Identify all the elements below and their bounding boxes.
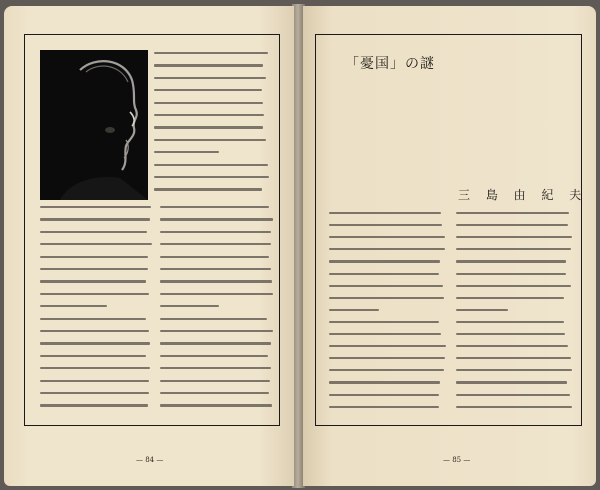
text-line — [456, 394, 570, 396]
text-line — [154, 64, 263, 66]
text-line — [160, 206, 269, 208]
text-line — [40, 342, 150, 344]
text-line — [154, 52, 268, 54]
portrait-photo-image — [40, 50, 148, 200]
text-line — [40, 330, 149, 332]
text-line — [329, 406, 439, 408]
text-line — [160, 404, 272, 406]
text-line — [329, 260, 440, 262]
text-line — [329, 309, 379, 311]
text-line — [456, 212, 569, 214]
text-line — [160, 318, 267, 320]
text-line — [160, 231, 271, 233]
text-line — [40, 392, 149, 394]
text-line — [160, 355, 268, 357]
text-line — [40, 231, 147, 233]
text-line — [154, 188, 262, 190]
text-line — [456, 224, 568, 226]
left-page — [4, 6, 294, 486]
text-line — [456, 321, 564, 323]
text-line — [456, 297, 564, 299]
text-line — [40, 355, 146, 357]
text-line — [456, 381, 567, 383]
text-line — [329, 345, 446, 347]
text-line — [160, 293, 273, 295]
left-page-number: — 84 — — [136, 456, 164, 464]
text-line — [329, 285, 443, 287]
text-line — [160, 380, 270, 382]
text-line — [40, 318, 146, 320]
text-line — [456, 273, 566, 275]
text-line — [456, 333, 565, 335]
text-line — [154, 176, 269, 178]
article-author: 三 島 由 紀 夫 — [458, 188, 588, 202]
text-line — [456, 309, 508, 311]
text-line — [456, 285, 571, 287]
text-line — [329, 212, 441, 214]
text-line — [40, 280, 146, 282]
text-line — [160, 342, 271, 344]
text-line — [40, 380, 149, 382]
text-line — [160, 268, 271, 270]
article-title: 「憂国」の謎 — [345, 56, 435, 72]
right-page-border — [315, 34, 582, 426]
text-line — [154, 164, 268, 166]
text-line — [329, 381, 440, 383]
right-page — [303, 6, 596, 486]
text-line — [154, 139, 266, 141]
text-line — [154, 102, 263, 104]
right-page-number: — 85 — — [443, 456, 471, 464]
text-line — [160, 280, 272, 282]
text-line — [40, 268, 148, 270]
text-line — [40, 404, 148, 406]
text-line — [456, 406, 572, 408]
text-line — [329, 394, 439, 396]
text-line — [154, 126, 263, 128]
text-line — [160, 330, 273, 332]
text-line — [329, 297, 444, 299]
text-line — [160, 392, 269, 394]
text-line — [40, 218, 150, 220]
text-line — [154, 77, 266, 79]
text-line — [329, 321, 439, 323]
text-line — [456, 260, 566, 262]
text-line — [329, 273, 439, 275]
text-line — [329, 224, 442, 226]
text-line — [40, 293, 149, 295]
text-line — [154, 114, 264, 116]
text-line — [160, 256, 269, 258]
portrait-photo — [40, 50, 148, 200]
text-line — [40, 256, 148, 258]
text-line — [329, 333, 441, 335]
text-line — [40, 206, 151, 208]
text-line — [456, 345, 568, 347]
text-line — [160, 218, 273, 220]
